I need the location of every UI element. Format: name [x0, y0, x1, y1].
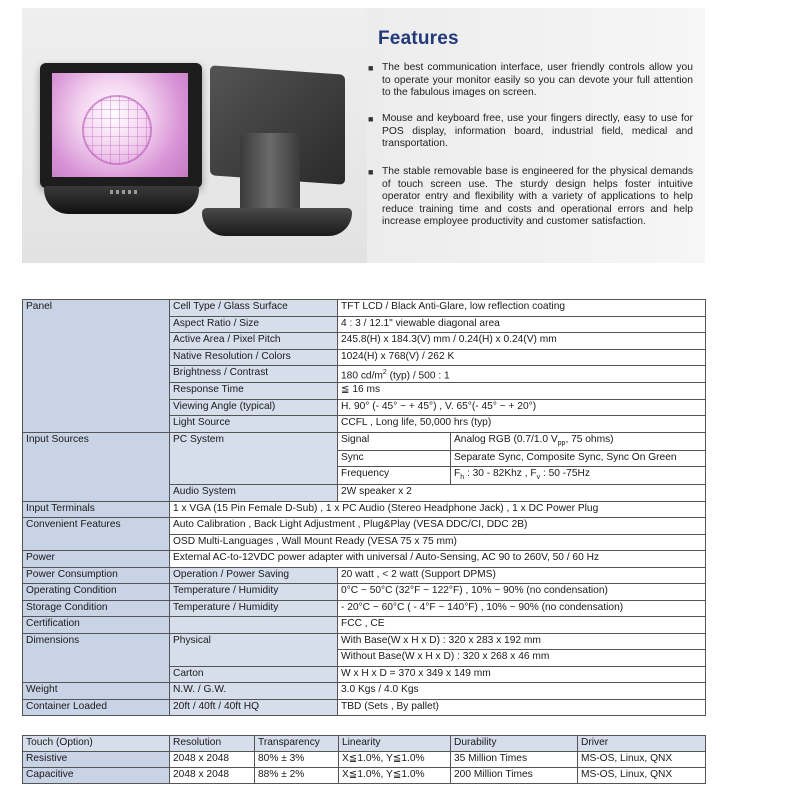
table-cell: 35 Million Times: [451, 752, 578, 768]
spec-key: Aspect Ratio / Size: [170, 316, 338, 333]
spec-key: Light Source: [170, 416, 338, 433]
table-cell: X≦1.0%, Y≦1.0%: [339, 752, 451, 768]
spec-value: - 20°C ~ 60°C ( - 4°F ~ 140°F) , 10% ~ 90% (no condensation): [338, 600, 706, 617]
column-header: Transparency: [255, 736, 339, 752]
freq-text: : 30 - 82Khz , F: [464, 468, 537, 480]
column-header: Linearity: [339, 736, 451, 752]
spec-value: 4 : 3 / 12.1" viewable diagonal area: [338, 316, 706, 333]
superscript: 2: [382, 369, 387, 376]
monitor-buttons: [110, 190, 140, 194]
spec-value: ≦ 16 ms: [338, 383, 706, 400]
spec-key: Response Time: [170, 383, 338, 400]
spec-category: Certification: [23, 617, 170, 634]
monitor-stand: [240, 133, 300, 213]
table-row: [23, 567, 706, 584]
spec-subkey: Signal: [338, 432, 451, 450]
spec-value: 20 watt , < 2 watt (Support DPMS): [338, 567, 706, 584]
feature-item: [368, 62, 693, 100]
spec-key: Operation / Power Saving: [170, 567, 338, 584]
spec-value: 0°C ~ 50°C (32°F ~ 122°F) , 10% ~ 90% (no condensation): [338, 584, 706, 601]
spec-key: Temperature / Humidity: [170, 600, 338, 617]
spec-value: TBD (Sets , By pallet): [338, 699, 706, 716]
table-cell: MS-OS, Linux, QNX: [578, 768, 706, 784]
bullet-icon: ■: [368, 167, 374, 177]
table-cell: Resistive: [23, 752, 170, 768]
spec-value: Auto Calibration , Back Light Adjustment , Plug&Play (VESA DDC/CI, DDC 2B): [170, 518, 706, 535]
spec-category: Dimensions: [23, 633, 170, 683]
spec-key: N.W. / G.W.: [170, 683, 338, 700]
spec-key: 20ft / 40ft / 40ft HQ: [170, 699, 338, 716]
table-row: [23, 768, 706, 784]
spec-value: 2W speaker x 2: [338, 485, 706, 502]
spec-key: Physical: [170, 633, 338, 666]
spec-category: Input Terminals: [23, 501, 170, 518]
spec-category: Power: [23, 551, 170, 568]
spec-category: Input Sources: [23, 432, 170, 501]
spec-key: PC System: [170, 432, 338, 485]
spec-key: [170, 617, 338, 634]
column-header: Touch (Option): [23, 736, 170, 752]
spec-category: Container Loaded: [23, 699, 170, 716]
spec-category: Storage Condition: [23, 600, 170, 617]
signal-text: Analog RGB (0.7/1.0 V: [454, 433, 558, 445]
globe-icon: [82, 95, 152, 165]
table-row: [23, 551, 706, 568]
product-photo: [22, 8, 367, 263]
feature-text: Mouse and keyboard free, use your fingers directly, easy to use for POS display, information board, industrial field, medical and transportation.: [382, 113, 693, 149]
bullet-icon: ■: [368, 63, 374, 73]
table-row: [23, 633, 706, 650]
spec-value: 245.8(H) x 184.3(V) mm / 0.24(H) x 0.24(V) mm: [338, 333, 706, 350]
subscript: v: [536, 474, 541, 482]
spec-value: External AC-to-12VDC power adapter with universal / Auto-Sensing, AC 90 to 260V, 50 / 60 Hz: [170, 551, 706, 568]
spec-category: Panel: [23, 300, 170, 433]
spec-value: 1 x VGA (15 Pin Female D-Sub) , 1 x PC Audio (Stereo Headphone Jack) , 1 x DC Power Plug: [170, 501, 706, 518]
feature-text: The best communication interface, user friendly controls allow you to operate your monitor easily so you can devote your full attention to the fabulous images on screen.: [382, 62, 693, 98]
table-cell: 200 Million Times: [451, 768, 578, 784]
table-row: [23, 584, 706, 601]
bullet-icon: ■: [368, 114, 374, 124]
spec-value: [451, 467, 706, 485]
monitor-stand-base: [202, 208, 352, 236]
spec-category: Convenient Features: [23, 518, 170, 551]
table-row: [23, 683, 706, 700]
table-header-row: [23, 736, 706, 752]
freq-text-end: : 50 -75Hz: [540, 468, 590, 480]
spec-value: [451, 432, 706, 450]
table-row: [23, 600, 706, 617]
table-cell: 2048 x 2048: [170, 768, 255, 784]
spec-value: 3.0 Kgs / 4.0 Kgs: [338, 683, 706, 700]
spec-category: Weight: [23, 683, 170, 700]
table-cell: Capacitive: [23, 768, 170, 784]
spec-key: Active Area / Pixel Pitch: [170, 333, 338, 350]
table-row: [23, 501, 706, 518]
feature-text: The stable removable base is engineered for the physical demands of touch screen use. The sturdy design helps foster intuitive operator entry and flexibility with a variety of applications to help reduce training time and costs and operational errors and help increase employee productivity and customer satisfaction.: [382, 166, 693, 227]
spec-key: Audio System: [170, 485, 338, 502]
table-cell: 88% ± 2%: [255, 768, 339, 784]
signal-text-end: , 75 ohms): [565, 433, 614, 445]
spec-category: Operating Condition: [23, 584, 170, 601]
table-row: [23, 752, 706, 768]
spec-value: TFT LCD / Black Anti-Glare, low reflection coating: [338, 300, 706, 317]
hero-banner: [22, 8, 705, 263]
brightness-text: 180 cd/m: [341, 370, 383, 382]
spec-value: Separate Sync, Composite Sync, Sync On Green: [451, 450, 706, 467]
column-header: Driver: [578, 736, 706, 752]
spec-key: Viewing Angle (typical): [170, 399, 338, 416]
table-row: [23, 699, 706, 716]
table-cell: 80% ± 3%: [255, 752, 339, 768]
table-cell: MS-OS, Linux, QNX: [578, 752, 706, 768]
table-row: [23, 518, 706, 535]
contrast-text: (typ) / 500 : 1: [386, 370, 450, 382]
column-header: Durability: [451, 736, 578, 752]
spec-value: FCC , CE: [338, 617, 706, 634]
spec-key: Temperature / Humidity: [170, 584, 338, 601]
spec-value: OSD Multi-Languages , Wall Mount Ready (VESA 75 x 75 mm): [170, 534, 706, 551]
subscript: pp: [557, 439, 566, 447]
freq-symbol: F: [454, 468, 461, 480]
spec-category: Power Consumption: [23, 567, 170, 584]
table-row: [23, 432, 706, 450]
spec-subkey: Sync: [338, 450, 451, 467]
spec-value: CCFL , Long life, 50,000 hrs (typ): [338, 416, 706, 433]
spec-key: Brightness / Contrast: [170, 366, 338, 383]
feature-item: [368, 166, 693, 229]
spec-key: Cell Type / Glass Surface: [170, 300, 338, 317]
column-header: Resolution: [170, 736, 255, 752]
spec-value: With Base(W x H x D) : 320 x 283 x 192 mm: [338, 633, 706, 650]
spec-subkey: Frequency: [338, 467, 451, 485]
monitor-front-view: [40, 63, 202, 188]
spec-value: Without Base(W x H x D) : 320 x 268 x 46 mm: [338, 650, 706, 667]
table-row: [23, 300, 706, 317]
subscript: h: [460, 474, 465, 482]
spec-value: 1024(H) x 768(V) / 262 K: [338, 349, 706, 366]
spec-table: [22, 299, 706, 716]
table-cell: 2048 x 2048: [170, 752, 255, 768]
spec-key: Carton: [170, 666, 338, 683]
spec-value: [338, 366, 706, 383]
touch-table: [22, 735, 706, 784]
spec-value: W x H x D = 370 x 349 x 149 mm: [338, 666, 706, 683]
spec-key: Native Resolution / Colors: [170, 349, 338, 366]
feature-item: [368, 113, 693, 151]
features-title: Features: [378, 28, 459, 49]
spec-value: H. 90° (- 45° ~ + 45°) , V. 65°(- 45° ~ + 20°): [338, 399, 706, 416]
table-row: [23, 617, 706, 634]
monitor-screen: [52, 73, 188, 177]
table-cell: X≦1.0%, Y≦1.0%: [339, 768, 451, 784]
